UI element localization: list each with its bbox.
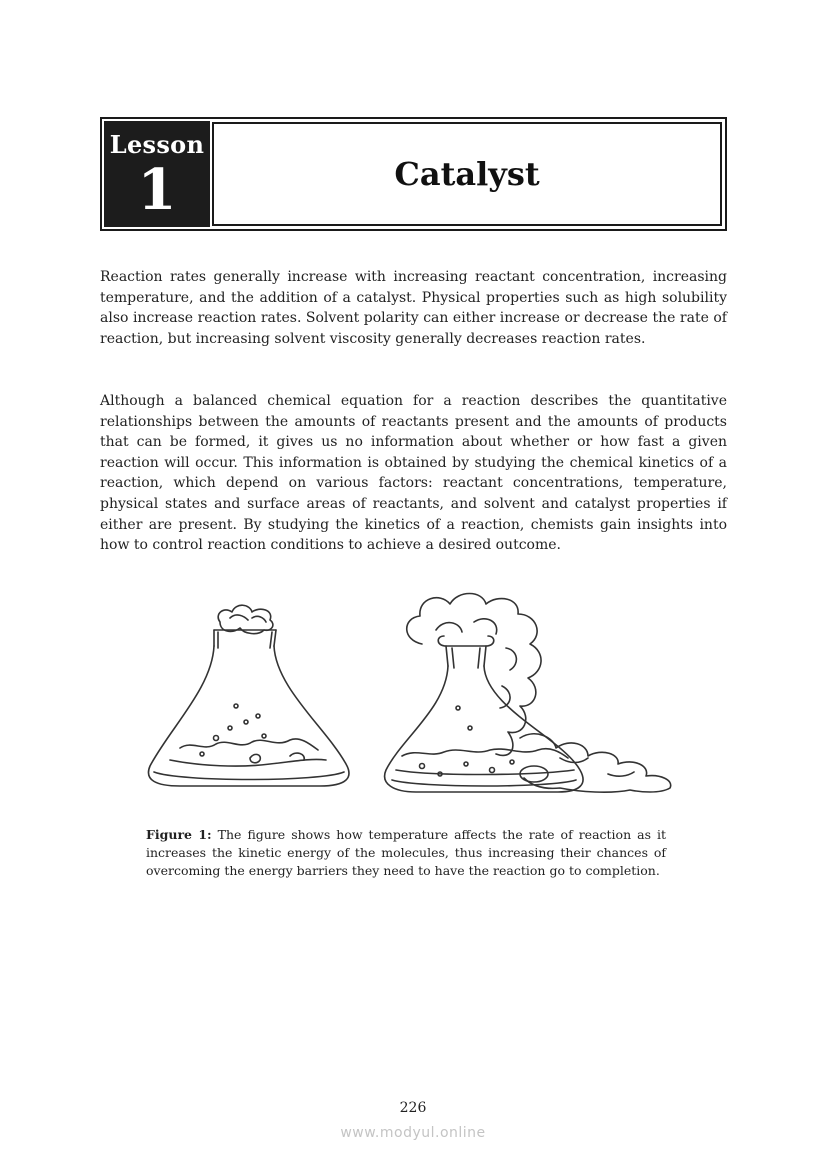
lesson-label: Lesson (109, 130, 205, 159)
lesson-badge (105, 122, 209, 226)
watermark: www.modyul.online (340, 1125, 486, 1141)
lesson-header (100, 117, 727, 231)
flask-fast-reaction-icon (385, 594, 671, 793)
flask-slow-reaction-icon (148, 605, 348, 786)
paragraph-2: Although a balanced chemical equation for a reaction describes the quantitative relationships between the amounts of reactants present and the amounts of products that can be formed, it gives us no information about whether or how fast a given reaction will occur. This information is obtained by studying the chemical kinetics of a reaction, which depend on various factors: reactant concentrations, temperature, physical states and surface areas of reactants, and solvent and catalyst properties if either are present. By studying the kinetics of a reaction, chemists gain insights into how to control reaction conditions to achieve a desired outcome. (100, 393, 727, 554)
figure-caption-text: The figure shows how temperature affects the rate of reaction as it increases the kinetic energy of the molecules, thus increasing their chances of overcoming the energy barriers they need to have the reaction go to completion. (146, 827, 666, 878)
lesson-number: 1 (137, 157, 177, 223)
page-number: 226 (399, 1100, 427, 1116)
figure-caption-label: Figure 1: (146, 827, 212, 842)
page-title: Catalyst (394, 155, 540, 193)
figure-caption (146, 826, 666, 880)
paragraph-1: Reaction rates generally increase with increasing reactant concentration, increasing temperature, and the addition of a catalyst. Physical properties such as high solubility also increase reaction rates. Solvent polarity can either increase or decrease the rate of reaction, but increasing solvent viscosity generally decreases reaction rates. (100, 269, 727, 347)
figure-illustration (140, 588, 700, 808)
title-box (212, 122, 722, 226)
